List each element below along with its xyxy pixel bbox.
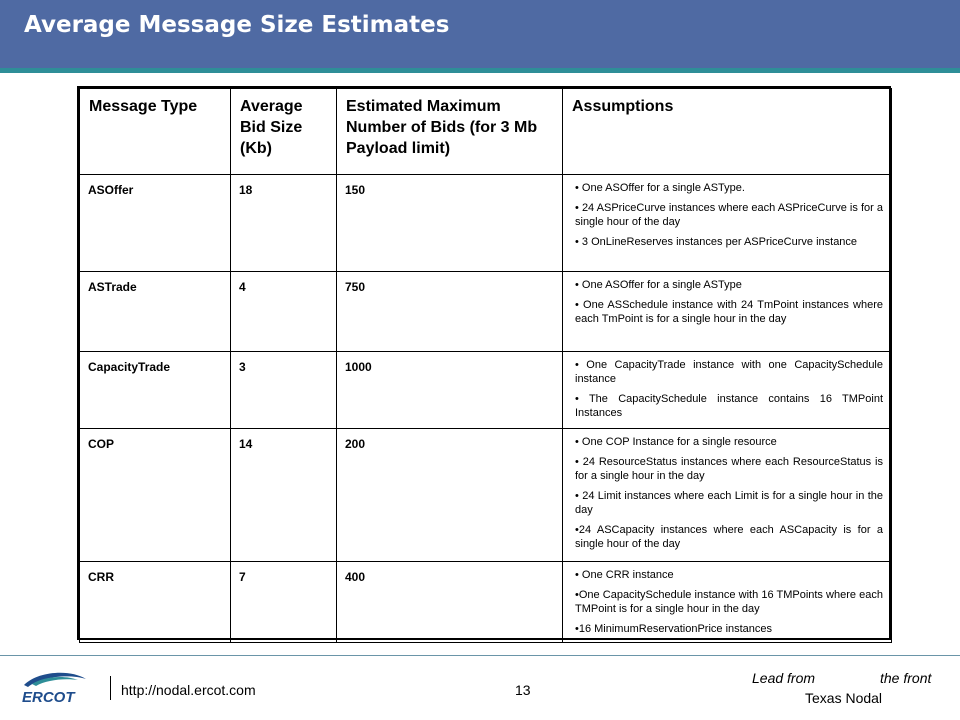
assumption-item: • 24 ASPriceCurve instances where each ASPriceCurve is for a single hour of the day bbox=[575, 202, 883, 228]
cell-assumptions bbox=[563, 429, 892, 562]
column-header-average-bid-size: Average Bid Size (Kb) bbox=[231, 89, 337, 175]
table-row bbox=[80, 352, 892, 429]
assumption-item: • One ASOffer for a single ASType bbox=[575, 279, 742, 291]
assumption-item: • One ASOffer for a single ASType. bbox=[575, 182, 745, 194]
header-bar bbox=[0, 0, 960, 70]
column-header-estimated-maximum-bids: Estimated Maximum Number of Bids (for 3 Mb Payload limit) bbox=[337, 89, 563, 175]
assumption-item: • The CapacitySchedule instance contains 16 TMPoint Instances bbox=[575, 393, 883, 419]
table-header-row bbox=[80, 89, 892, 175]
cell-assumptions bbox=[563, 562, 892, 643]
cell-message-type: CapacityTrade bbox=[80, 352, 231, 429]
footer-url-link[interactable]: http://nodal.ercot.com bbox=[121, 682, 256, 698]
page-number: 13 bbox=[515, 682, 531, 698]
svg-text:ERCOT: ERCOT bbox=[22, 689, 75, 706]
cell-max-bids: 200 bbox=[337, 429, 563, 562]
message-size-table bbox=[77, 86, 891, 640]
assumption-item: •24 ASCapacity instances where each ASCapacity is for a single hour of the day bbox=[575, 524, 883, 550]
column-header-assumptions: Assumptions bbox=[563, 89, 892, 175]
assumption-item: •16 MinimumReservationPrice instances bbox=[575, 623, 773, 635]
table-row bbox=[80, 175, 892, 272]
ercot-logo bbox=[18, 667, 90, 707]
table-row bbox=[80, 429, 892, 562]
cell-max-bids: 750 bbox=[337, 272, 563, 352]
table-row bbox=[80, 272, 892, 352]
assumption-item: • 3 OnLineReserves instances per ASPriceCurve instance bbox=[575, 236, 858, 248]
cell-assumptions bbox=[563, 175, 892, 272]
header-accent-band bbox=[0, 68, 960, 73]
cell-assumptions bbox=[563, 352, 892, 429]
column-header-message-type: Message Type bbox=[80, 89, 231, 175]
table-row bbox=[80, 562, 892, 643]
assumption-item: • One COP Instance for a single resource bbox=[575, 436, 777, 448]
cell-average-bid-size: 7 bbox=[231, 562, 337, 643]
cell-message-type: ASTrade bbox=[80, 272, 231, 352]
tagline-right: the front bbox=[880, 670, 932, 686]
cell-message-type: COP bbox=[80, 429, 231, 562]
cell-max-bids: 400 bbox=[337, 562, 563, 643]
assumption-item: • One CapacityTrade instance with one CapacitySchedule instance bbox=[575, 359, 883, 385]
cell-average-bid-size: 18 bbox=[231, 175, 337, 272]
cell-average-bid-size: 14 bbox=[231, 429, 337, 562]
cell-message-type: CRR bbox=[80, 562, 231, 643]
cell-average-bid-size: 3 bbox=[231, 352, 337, 429]
page-title: Average Message Size Estimates bbox=[24, 12, 450, 38]
cell-message-type: ASOffer bbox=[80, 175, 231, 272]
assumption-item: • One CRR instance bbox=[575, 569, 674, 581]
footer-subtitle: Texas Nodal bbox=[805, 690, 883, 706]
cell-max-bids: 1000 bbox=[337, 352, 563, 429]
footer-divider bbox=[0, 655, 960, 656]
tagline-left: Lead from bbox=[752, 670, 816, 686]
assumption-item: • 24 ResourceStatus instances where each ResourceStatus is for a single hour in the day bbox=[575, 456, 883, 482]
assumption-item: •One CapacitySchedule instance with 16 TMPoints where each TMPoint is for a single hour in the day bbox=[575, 589, 883, 615]
cell-max-bids: 150 bbox=[337, 175, 563, 272]
cell-assumptions bbox=[563, 272, 892, 352]
footer-separator bbox=[110, 676, 111, 700]
cell-average-bid-size: 4 bbox=[231, 272, 337, 352]
assumption-item: • 24 Limit instances where each Limit is for a single hour in the day bbox=[575, 490, 883, 516]
assumption-item: • One ASSchedule instance with 24 TmPoint instances where each TmPoint is for a single hour in the day bbox=[575, 299, 883, 325]
